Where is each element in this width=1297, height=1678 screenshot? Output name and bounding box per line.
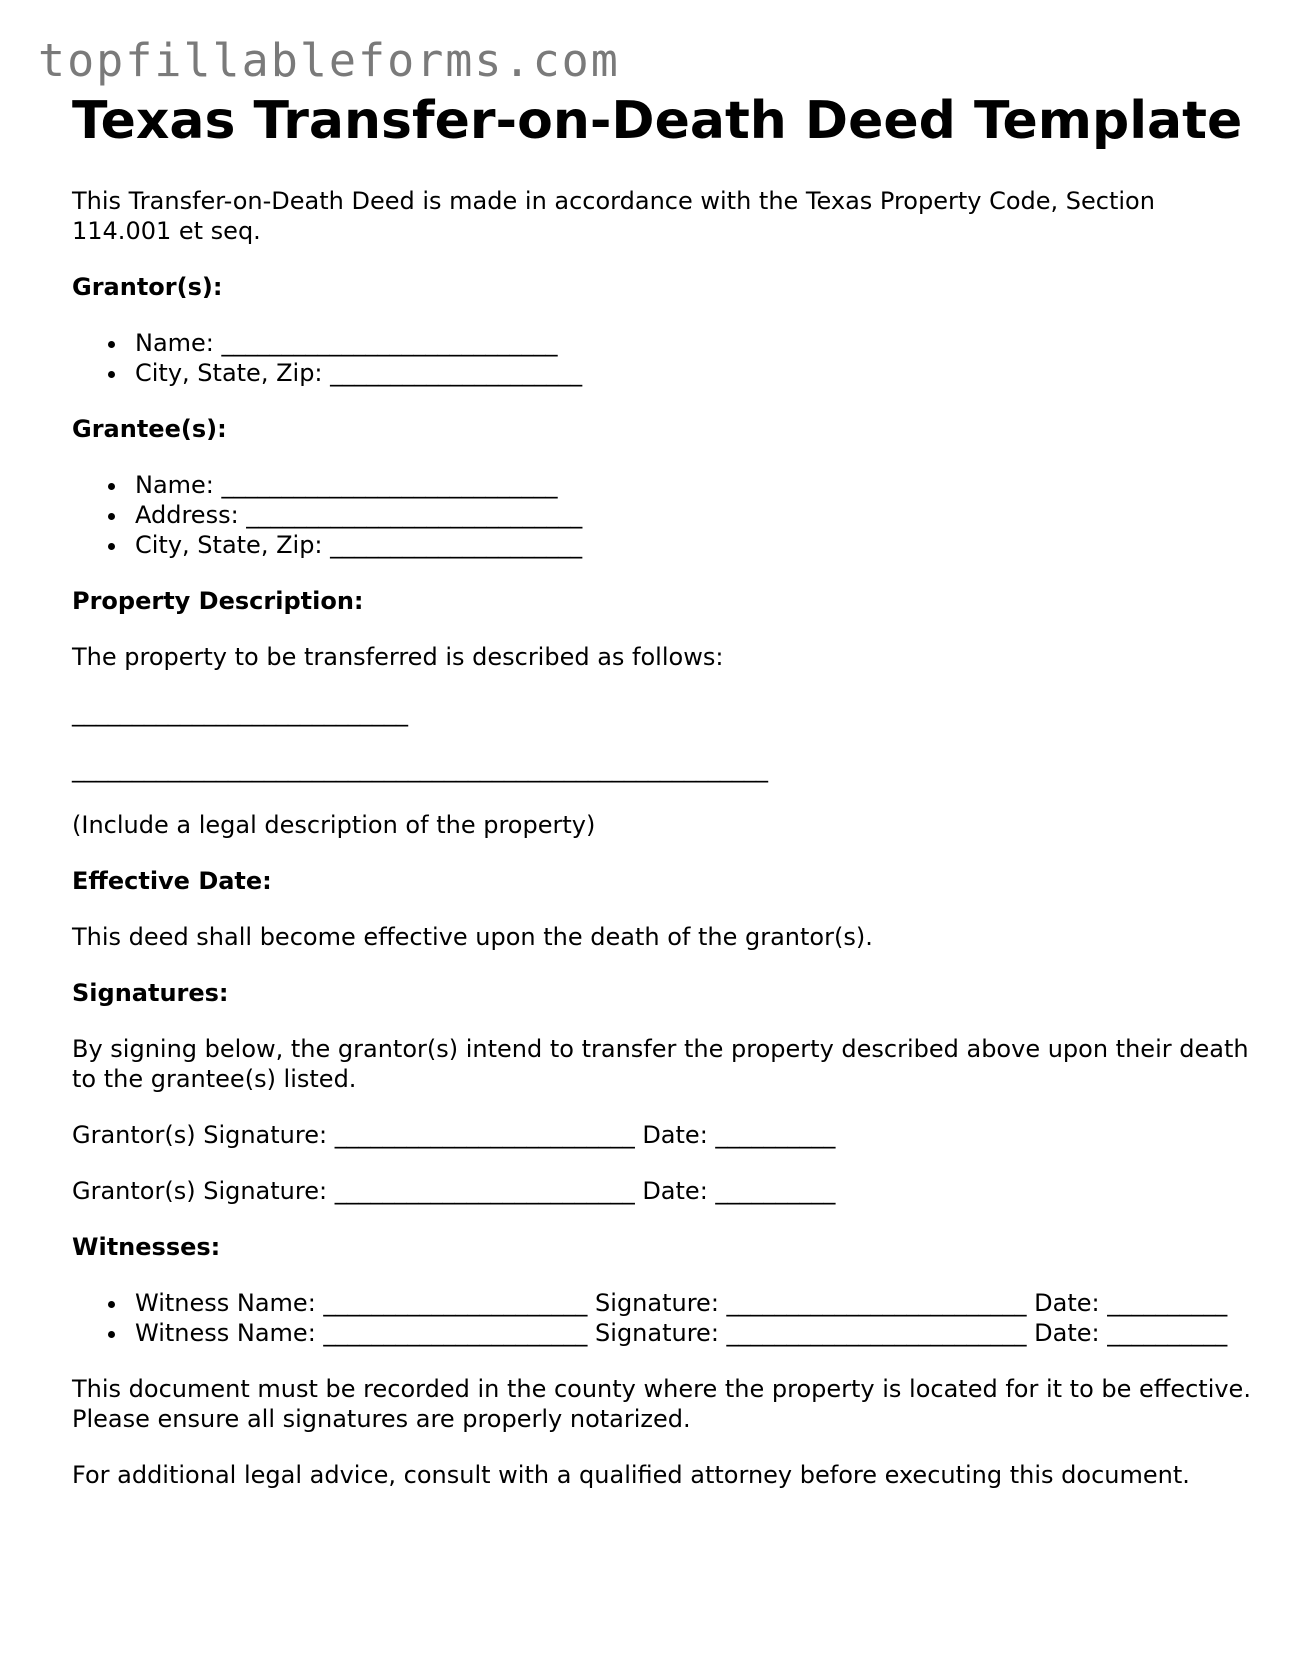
witnesses-heading: Witnesses:: [72, 1233, 221, 1261]
document-body: [72, 90, 1252, 1516]
grantor-heading: Grantor(s):: [72, 273, 223, 301]
grantor-signature-line-2[interactable]: Grantor(s) Signature: _________________________ Date: __________: [72, 1177, 836, 1205]
property-line-2[interactable]: __________________________________________________________: [72, 755, 768, 783]
witness-line-2[interactable]: Witness Name: ______________________ Signature: _________________________ Date: __________: [72, 1318, 1252, 1348]
grantee-fields: [72, 470, 1252, 560]
witness-list: [72, 1288, 1252, 1348]
grantee-heading: Grantee(s):: [72, 415, 227, 443]
grantee-name-field[interactable]: Name: ____________________________: [72, 470, 1252, 500]
grantor-fields: [72, 328, 1252, 388]
signatures-heading: Signatures:: [72, 979, 229, 1007]
document-title: Texas Transfer-on-Death Deed Template: [72, 91, 1243, 151]
witness-line-1[interactable]: Witness Name: ______________________ Signature: _________________________ Date: __________: [72, 1288, 1252, 1318]
grantor-name-field[interactable]: Name: ____________________________: [72, 328, 1252, 358]
grantor-signature-line-1[interactable]: Grantor(s) Signature: _________________________ Date: __________: [72, 1121, 836, 1149]
grantor-city-state-zip-field[interactable]: City, State, Zip: _____________________: [72, 358, 1252, 388]
property-heading: Property Description:: [72, 587, 364, 615]
grantee-address-field[interactable]: Address: ____________________________: [72, 500, 1252, 530]
intro-paragraph: This Transfer-on-Death Deed is made in accordance with the Texas Property Code, Section 114.001 et seq.: [72, 187, 1155, 245]
legal-advice-notice: For additional legal advice, consult with a qualified attorney before executing this document.: [72, 1461, 1190, 1489]
property-line-1[interactable]: ____________________________: [72, 699, 408, 727]
watermark: topfillableforms.com: [38, 34, 620, 87]
recording-notice: This document must be recorded in the county where the property is located for it to be effective. Please ensure all signatures are properly notarized.: [72, 1375, 1251, 1433]
property-text: The property to be transferred is described as follows:: [72, 643, 724, 671]
effective-date-text: This deed shall become effective upon the death of the grantor(s).: [72, 923, 873, 951]
effective-date-heading: Effective Date:: [72, 867, 272, 895]
grantee-city-state-zip-field[interactable]: City, State, Zip: _____________________: [72, 530, 1252, 560]
property-note: (Include a legal description of the property): [72, 811, 596, 839]
signatures-text: By signing below, the grantor(s) intend to transfer the property described above upon their death to the grantee(s) listed.: [72, 1035, 1249, 1093]
